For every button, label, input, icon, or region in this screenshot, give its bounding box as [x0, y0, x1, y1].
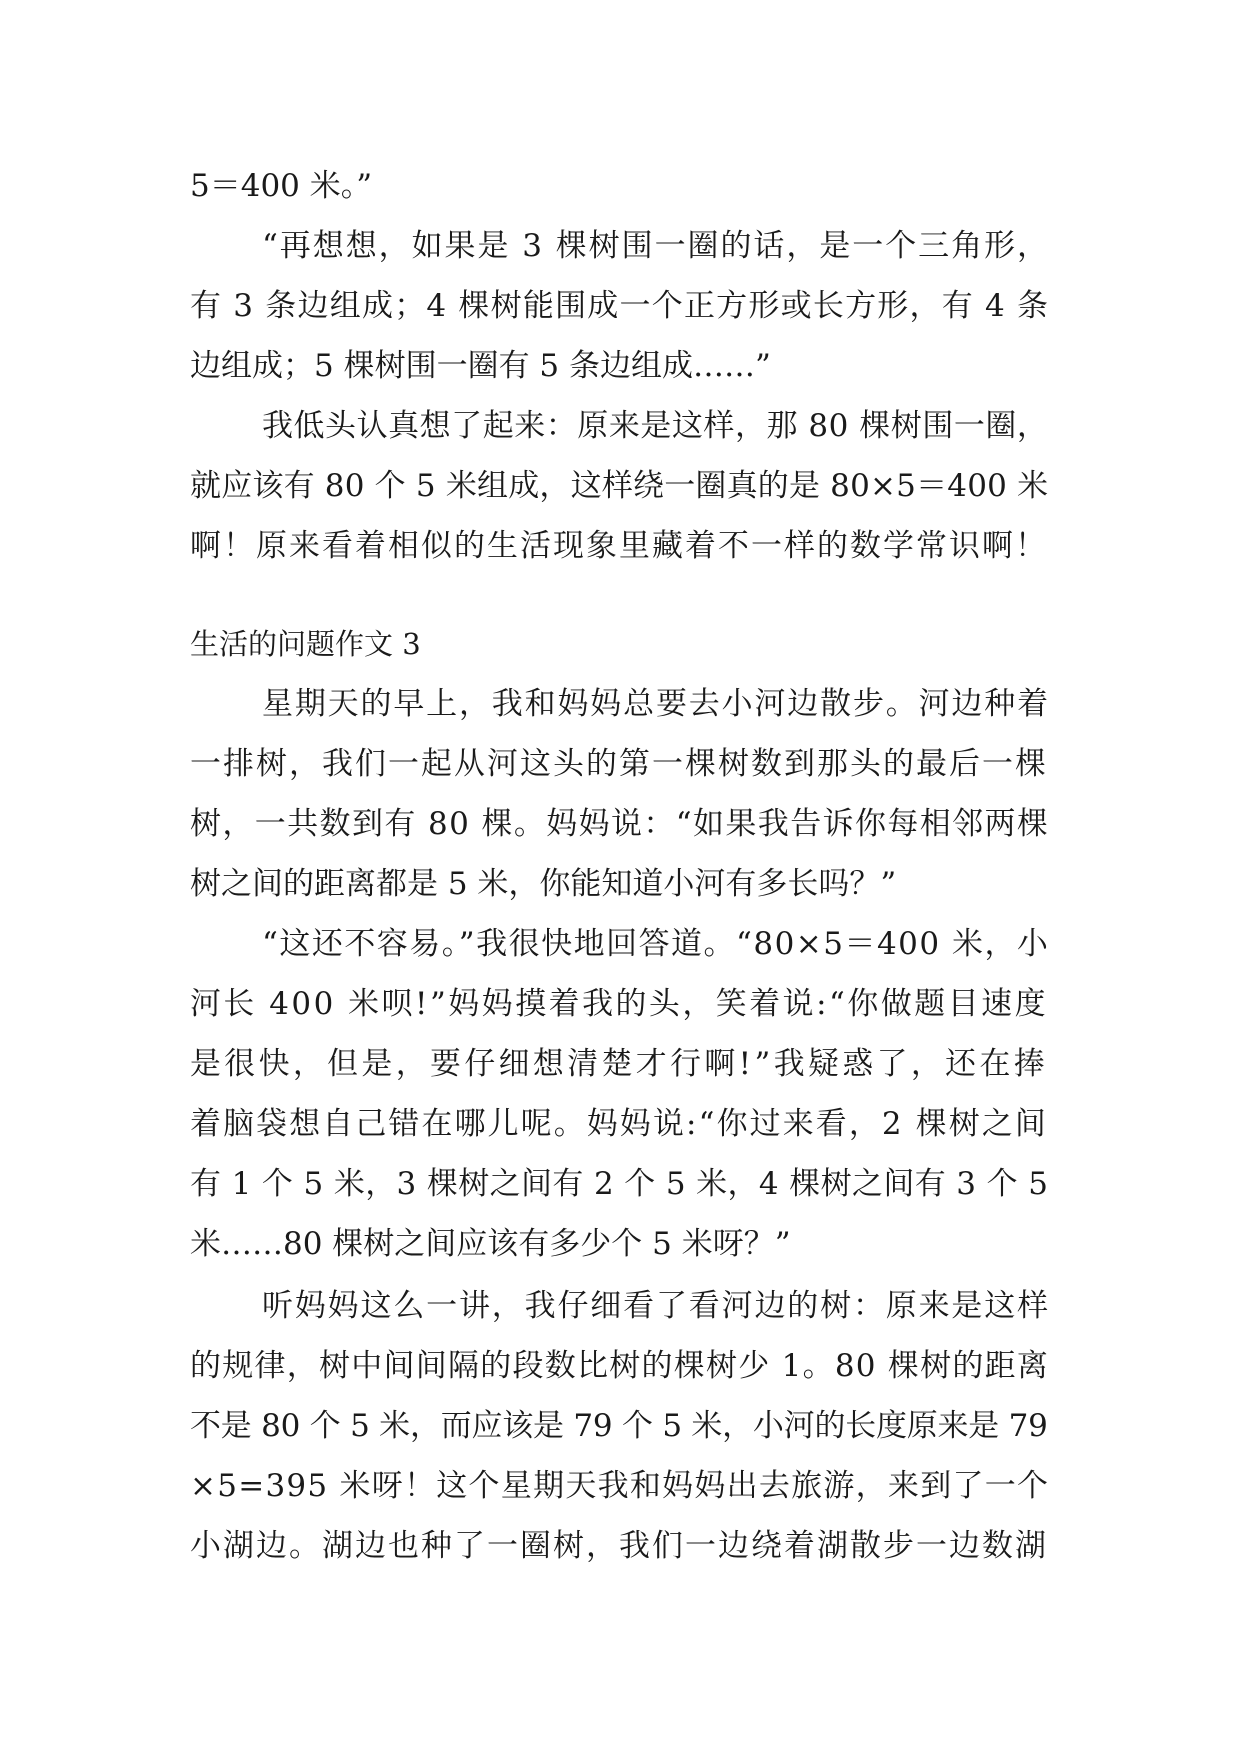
- text-line: 河长 400 米呗!”妈妈摸着我的头，笑着说:“你做题目速度: [190, 986, 1049, 1022]
- text-line: 5＝400 米。”: [190, 168, 373, 204]
- text-line: 小湖边。湖边也种了一圈树，我们一边绕着湖散步一边数湖: [190, 1528, 1049, 1564]
- text-line: 啊！原来看着相似的生活现象里藏着不一样的数学常识啊！: [190, 528, 1049, 564]
- text-line: 是很快，但是，要仔细想清楚才行啊!”我疑惑了，还在捧: [190, 1046, 1049, 1082]
- text-line: 一排树，我们一起从河这头的第一棵树数到那头的最后一棵: [190, 746, 1049, 782]
- text-line: 星期天的早上，我和妈妈总要去小河边散步。河边种着: [262, 686, 1050, 722]
- text-line: 有 3 条边组成；4 棵树能围成一个正方形或长方形，有 4 条: [190, 288, 1050, 324]
- text-line: 我低头认真想了起来：原来是这样，那 80 棵树围一圈，: [262, 408, 1049, 444]
- text-line: 就应该有 80 个 5 米组成，这样绕一圈真的是 80×5＝400 米: [190, 468, 1049, 504]
- text-line: 树之间的距离都是 5 米，你能知道小河有多长吗？”: [190, 866, 897, 902]
- text-line: 不是 80 个 5 米，而应该是 79 个 5 米，小河的长度原来是 79: [190, 1408, 1048, 1444]
- text-line: 听妈妈这么一讲，我仔细看了看河边的树：原来是这样: [262, 1288, 1050, 1324]
- text-line: ×5=395 米呀！这个星期天我和妈妈出去旅游，来到了一个: [190, 1468, 1050, 1504]
- text-line: 的规律，树中间间隔的段数比树的棵树少 1。80 棵树的距离: [190, 1348, 1050, 1384]
- text-line: “这还不容易。”我很快地回答道。“80×5＝400 米，小: [262, 926, 1050, 962]
- section-heading: 生活的问题作文 3: [190, 627, 421, 661]
- text-line: 树，一共数到有 80 棵。妈妈说：“如果我告诉你每相邻两棵: [190, 806, 1050, 842]
- text-line: 边组成；5 棵树围一圈有 5 条边组成……”: [190, 348, 771, 384]
- text-line: “再想想，如果是 3 棵树围一圈的话，是一个三角形，: [262, 228, 1050, 264]
- text-line: 米……80 棵树之间应该有多少个 5 米呀？”: [190, 1226, 791, 1262]
- text-line: 着脑袋想自己错在哪儿呢。妈妈说:“你过来看，2 棵树之间: [190, 1106, 1049, 1142]
- text-line: 有 1 个 5 米，3 棵树之间有 2 个 5 米，4 棵树之间有 3 个 5: [190, 1166, 1049, 1202]
